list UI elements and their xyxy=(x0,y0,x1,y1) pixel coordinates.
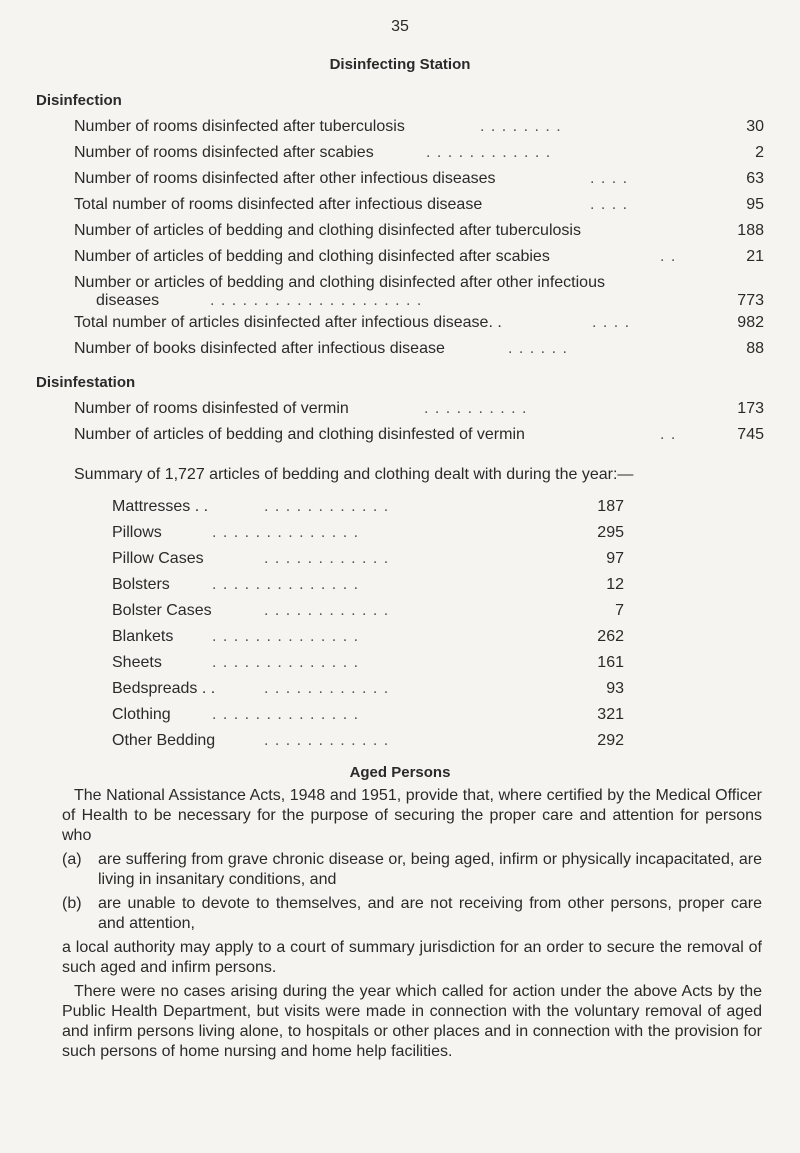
disinfection-row xyxy=(0,222,800,246)
list-marker: (a) xyxy=(62,851,82,868)
summary-item-label: Clothing xyxy=(112,706,171,723)
leader-dots: . . . . . . . . . . . . xyxy=(264,550,390,567)
summary-item-label: Bedspreads . . xyxy=(112,680,216,697)
summary-item xyxy=(0,706,800,730)
summary-intro: Summary of 1,727 articles of bedding and clothing dealt with during the year:— xyxy=(74,466,634,483)
disinfestation-row xyxy=(0,426,800,450)
disinfection-row-value: 188 xyxy=(737,222,764,239)
list-text: are unable to devote to themselves, and are not receiving from other persons, proper care and attention, xyxy=(98,895,762,932)
disinfection-row xyxy=(0,144,800,168)
leader-dots: . . . . . . . . . . . . xyxy=(264,602,390,619)
leader-dots: . . . . . . . . . . . . . . . . . . . . xyxy=(210,292,423,309)
leader-dots: . . . . . . xyxy=(508,340,568,357)
leader-dots: . . . . . . . . . . . . xyxy=(264,680,390,697)
summary-item-label: Other Bedding xyxy=(112,732,216,749)
disinfection-row-value: 21 xyxy=(746,248,764,265)
summary-item-value: 93 xyxy=(606,680,624,697)
paragraph-no-cases: There were no cases arising during the year which called for action under the above Acts by the Public Health Department, but visits were made in connection with the voluntary removal of aged and infirm persons living alone, to hospitals or other places and in connection with the provision for such persons of home nursing and home help facilities. xyxy=(62,983,762,1060)
list-item-a xyxy=(62,850,762,890)
disinfection-row-label: Total number of articles disinfected after infectious disease. . xyxy=(74,314,502,331)
summary-item-value: 97 xyxy=(606,550,624,567)
disinfestation-row-label: Number of articles of bedding and clothing disinfested of vermin xyxy=(74,426,525,443)
disinfection-row-value: 95 xyxy=(746,196,764,213)
leader-dots: . . xyxy=(660,426,677,443)
summary-item xyxy=(0,654,800,678)
summary-item-value: 292 xyxy=(597,732,624,749)
leader-dots: . . . . xyxy=(590,170,629,187)
leader-dots: . . . . . . . . . . . . . . xyxy=(212,524,360,541)
disinfection-heading: Disinfection xyxy=(36,92,122,109)
leader-dots: . . . . . . . . . . . . . . xyxy=(212,576,360,593)
disinfection-row-label: Number of rooms disinfected after scabies xyxy=(74,144,374,161)
summary-item-value: 262 xyxy=(597,628,624,645)
page-number: 35 xyxy=(391,18,409,35)
summary-item-label: Bolsters xyxy=(112,576,170,593)
summary-item-value: 187 xyxy=(597,498,624,515)
paragraph-removal: a local authority may apply to a court of summary jurisdiction for an order to secure the removal of such aged and infirm persons. xyxy=(62,939,762,976)
list-marker: (b) xyxy=(62,895,82,912)
aged-persons-body xyxy=(62,786,762,1062)
summary-item xyxy=(0,680,800,704)
summary-item-value: 12 xyxy=(606,576,624,593)
summary-item-label: Blankets xyxy=(112,628,174,645)
summary-item-label: Pillow Cases xyxy=(112,550,204,567)
leader-dots: . . . . . . . . . . . . xyxy=(426,144,552,161)
leader-dots: . . . . . . . . . . . . xyxy=(264,732,390,749)
leader-dots: . . . . xyxy=(590,196,629,213)
disinfection-row-label: Number of books disinfected after infectious disease xyxy=(74,340,445,357)
disinfestation-row-label: Number of rooms disinfested of vermin xyxy=(74,400,349,417)
summary-item-label: Sheets xyxy=(112,654,162,671)
disinfection-row-value: 982 xyxy=(737,314,764,331)
disinfestation-row-value: 745 xyxy=(737,426,764,443)
disinfection-row-value: 88 xyxy=(746,340,764,357)
disinfestation-row xyxy=(0,400,800,424)
disinfection-row-label: Number of articles of bedding and clothing disinfected after scabies xyxy=(74,248,550,265)
disinfection-row xyxy=(0,196,800,220)
disinfection-row xyxy=(0,118,800,142)
summary-item-value: 7 xyxy=(615,602,624,619)
summary-item xyxy=(0,628,800,652)
disinfestation-row-value: 173 xyxy=(737,400,764,417)
aged-persons-heading: Aged Persons xyxy=(349,764,451,781)
summary-item-label: Bolster Cases xyxy=(112,602,212,619)
paragraph-intro: The National Assistance Acts, 1948 and 1951, provide that, where certified by the Medical Officer of Health to be necessary for the purpose of securing the proper care and attention for persons who xyxy=(62,787,762,844)
disinfection-row-label: diseases xyxy=(96,292,160,309)
disinfection-row-label: Number of rooms disinfected after other infectious diseases xyxy=(74,170,496,187)
leader-dots: . . . . . . . . . . xyxy=(424,400,528,417)
list-item-b xyxy=(62,894,762,934)
summary-item xyxy=(0,602,800,626)
disinfection-row xyxy=(0,292,800,316)
disinfection-row-label: Number or articles of bedding and clothing disinfected after other infectious xyxy=(74,274,605,291)
leader-dots: . . . . . . . . . . . . xyxy=(264,498,390,515)
summary-item xyxy=(0,550,800,574)
disinfection-row xyxy=(0,340,800,364)
leader-dots: . . xyxy=(660,248,677,265)
summary-item xyxy=(0,576,800,600)
leader-dots: . . . . . . . . . . . . . . xyxy=(212,628,360,645)
disinfestation-heading: Disinfestation xyxy=(36,374,136,391)
list-text: are suffering from grave chronic disease or, being aged, infirm or physically incapacitated, are living in insanitary conditions, and xyxy=(98,851,762,888)
leader-dots: . . . . . . . . . . . . . . xyxy=(212,654,360,671)
summary-item xyxy=(0,732,800,756)
summary-item-value: 295 xyxy=(597,524,624,541)
disinfection-row xyxy=(0,248,800,272)
disinfection-row-label: Number of rooms disinfected after tuberculosis xyxy=(74,118,405,135)
summary-item-label: Mattresses . . xyxy=(112,498,209,515)
leader-dots: . . . . . . . . . . . . . . xyxy=(212,706,360,723)
leader-dots: . . . . . . . . xyxy=(480,118,562,135)
page-title: Disinfecting Station xyxy=(329,56,471,73)
disinfection-row-value: 30 xyxy=(746,118,764,135)
summary-item xyxy=(0,524,800,548)
disinfection-row-value: 773 xyxy=(737,292,764,309)
summary-item-label: Pillows xyxy=(112,524,162,541)
summary-item-value: 161 xyxy=(597,654,624,671)
disinfection-row-label: Total number of rooms disinfected after infectious disease xyxy=(74,196,483,213)
summary-item-value: 321 xyxy=(597,706,624,723)
disinfection-row xyxy=(0,170,800,194)
disinfection-row-value: 2 xyxy=(755,144,764,161)
summary-item xyxy=(0,498,800,522)
disinfection-row-value: 63 xyxy=(746,170,764,187)
disinfection-row xyxy=(0,314,800,338)
leader-dots: . . . . xyxy=(592,314,631,331)
disinfection-row-label: Number of articles of bedding and clothing disinfected after tuberculosis xyxy=(74,222,581,239)
